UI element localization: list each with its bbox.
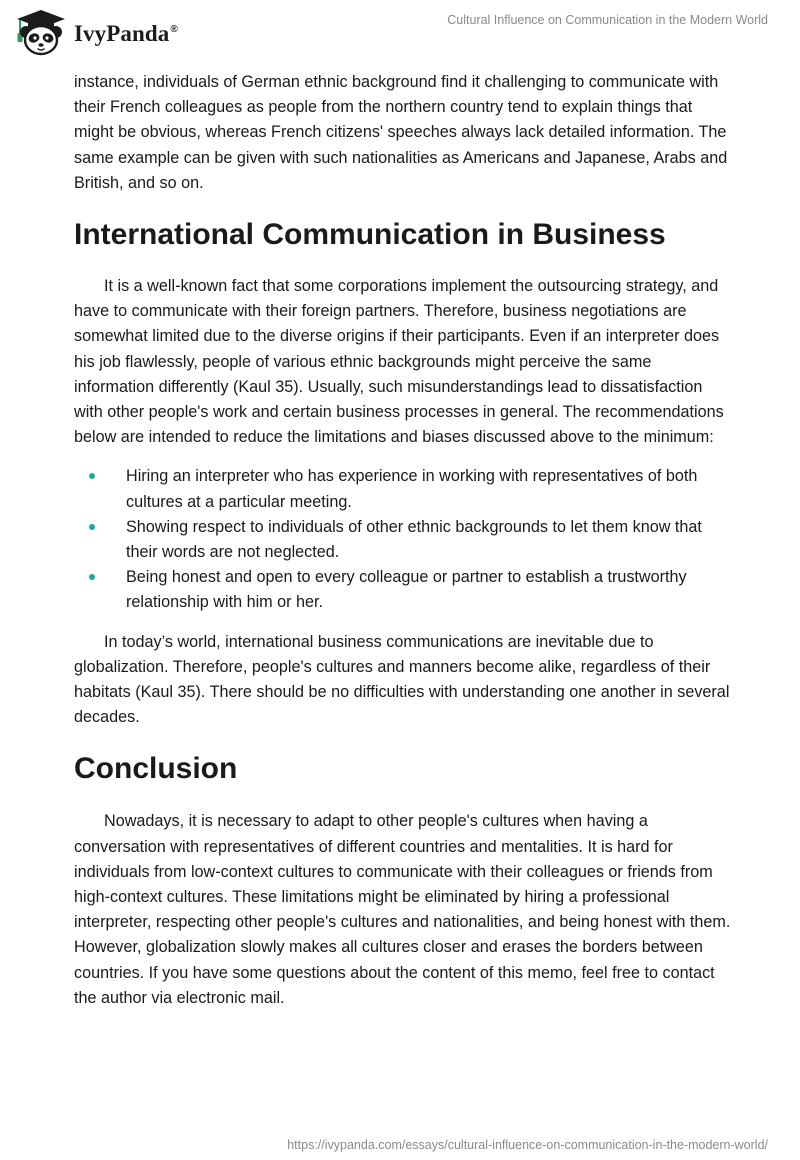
document-title: Cultural Influence on Communication in the Modern World: [447, 13, 768, 27]
brand-logo[interactable]: [14, 8, 178, 56]
business-paragraph-1: It is a well-known fact that some corporations implement the outsourcing strategy, and have to communicate with their foreign partners. Therefore, business negotiations are somewhat limited due to the diverse origins if their participants. Even if an interpreter does his job flawlessly, people of various ethnic backgrounds might perceive the same information differently (Kaul 35). Usually, such misunderstandings lead to dissatisfaction with other people's work and certain business processes in general. The recommendations below are intended to reduce the limitations and biases discussed above to the minimum:: [74, 277, 724, 447]
brand-name: IvyPanda®: [74, 21, 178, 46]
section-heading-business: International Communication in Business: [74, 218, 666, 252]
source-url[interactable]: https://ivypanda.com/essays/cultural-influence-on-communication-in-the-modern-world/: [287, 1138, 768, 1152]
bullet-icon: [89, 473, 95, 479]
panda-graduate-icon: [14, 8, 68, 56]
list-item-text: Being honest and open to every colleague or partner to establish a trustworthy relationship with him or her.: [126, 568, 687, 612]
list-item-text: Showing respect to individuals of other ethnic backgrounds to let them know that their words are not neglected.: [126, 517, 702, 562]
conclusion-paragraph: Nowadays, it is necessary to adapt to other people's cultures when having a conversation with representatives of different countries and mentalities. It is hard for individuals from low-context cultures to communicate with their colleagues or friends from high-context cultures. These limitations might be eliminated by hiring a professional interpreter, respecting other people's cultures and nationalities, and being honest with them. However, globalization slowly makes all cultures closer and erases the borders between countries. If you have some questions about the content of this memo, feel free to contact the author via electronic mail.: [74, 812, 731, 1007]
essay-body: [74, 70, 734, 1011]
bullet-icon: [89, 524, 95, 530]
registered-mark: ®: [170, 24, 178, 36]
list-item: [74, 565, 734, 615]
bullet-icon: [89, 574, 95, 580]
business-paragraph-2: In today’s world, international business communications are inevitable due to globalization. Therefore, people's cultures and manners become alike, regardless of their habitats (Kaul 35). There should be no difficulties with understanding one another in several decades.: [74, 632, 730, 727]
list-item: [74, 464, 734, 514]
list-item: [74, 515, 734, 565]
page-header: [0, 0, 800, 66]
list-item-text: Hiring an interpreter who has experience in working with representatives of both cultures at a particular meeting.: [126, 467, 698, 511]
intro-paragraph: instance, individuals of German ethnic background find it challenging to communicate with their French colleagues as people from the northern country tend to explain things that might be obvious, whereas French citizens' speeches always lack detailed information. The same example can be given with such nationalities as Americans and Japanese, Arabs and British, and so on.: [74, 73, 728, 192]
recommendations-list: [74, 464, 734, 615]
section-heading-conclusion: Conclusion: [74, 752, 238, 786]
